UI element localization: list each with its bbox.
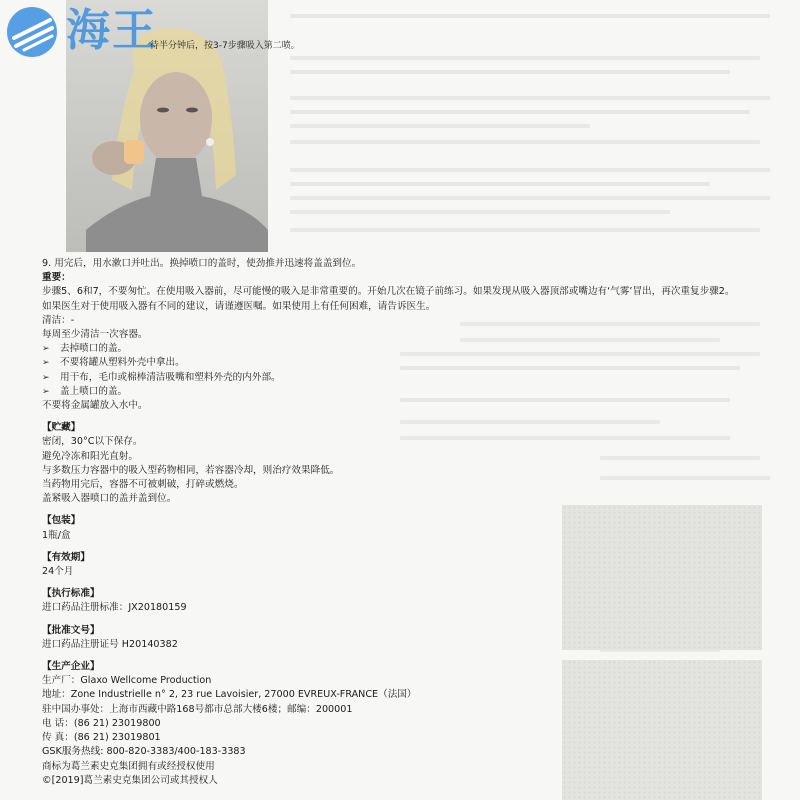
manufacturer-line: 传 真：(86 21) 23019801 bbox=[42, 732, 161, 744]
arrow-bullet-icon: ➢ bbox=[42, 358, 50, 369]
standard-title: 【执行标准】 bbox=[42, 588, 100, 600]
manufacturer-title: 【生产企业】 bbox=[42, 661, 100, 673]
cleaning-step: ➢ 用干布，毛巾或棉棒清洁吸嘴和塑料外壳的内外部。 bbox=[42, 371, 782, 385]
watermark-logo bbox=[4, 4, 192, 60]
cleaning-intro: 每周至少清洁一次容器。 bbox=[42, 329, 148, 341]
standard-value: 进口药品注册标准：JX20180159 bbox=[42, 602, 187, 614]
manufacturer-line: ©[2019]葛兰素史克集团公司或其授权人 bbox=[42, 774, 218, 786]
arrow-bullet-icon: ➢ bbox=[42, 372, 50, 383]
validity-title: 【有效期】 bbox=[42, 551, 90, 563]
important-label: 重要： bbox=[42, 272, 71, 284]
storage-line: 当药物用完后，容器不可被刺破，打碎或燃烧。 bbox=[42, 479, 244, 491]
important-text: 如果医生对于使用吸入器有不同的建议，请谨遵医嘱。如果使用上有任何困难，请告诉医生。 bbox=[42, 300, 436, 312]
arrow-bullet-icon: ➢ bbox=[42, 386, 50, 397]
manufacturer-line: GSK服务热线: 800-820-3383/400-183-3383 bbox=[42, 746, 246, 758]
storage-title: 【贮藏】 bbox=[42, 422, 81, 434]
instruction-step-9: 9. 用完后，用水漱口并吐出。换掉喷口的盖时，使劲推并迅速将盖盖到位。 bbox=[42, 258, 362, 269]
validity-value: 24个月 bbox=[42, 566, 74, 578]
storage-line: 盖紧吸入器喷口的盖并盖到位。 bbox=[42, 493, 177, 505]
logo-text: 海王 bbox=[66, 5, 158, 56]
instruction-top-line: 待半分钟后，按3-7步骤吸入第二喷。 bbox=[150, 41, 300, 51]
cleaning-step: ➢ 不要将罐从塑料外壳中拿出。 bbox=[42, 356, 782, 370]
package-title: 【包装】 bbox=[42, 515, 81, 527]
logo-circle-icon bbox=[4, 4, 62, 60]
manufacturer-line: 生产厂：Glaxo Wellcome Production bbox=[42, 675, 212, 687]
package-value: 1瓶/盒 bbox=[42, 529, 71, 541]
storage-line: 密闭，30°C以下保存。 bbox=[42, 436, 143, 448]
manufacturer-line: 商标为葛兰素史克集团拥有或经授权使用 bbox=[42, 760, 215, 772]
manufacturer-line: 电 话：(86 21) 23019800 bbox=[42, 717, 161, 729]
cleaning-label: 清洁：- bbox=[42, 314, 75, 326]
cleaning-step: ➢ 去掉喷口的盖。 bbox=[42, 342, 782, 356]
arrow-bullet-icon: ➢ bbox=[42, 344, 50, 355]
leaflet-content bbox=[42, 257, 782, 788]
important-text: 步骤5、6和7，不要匆忙。在使用吸入器前，尽可能慢的吸入是非常重要的。开始几次在镜子前练习。如果发现从吸入器顶部或嘴边有‘气雾’冒出，再次重复步骤2。 bbox=[42, 286, 735, 298]
approval-value: 进口药品注册证号 H20140382 bbox=[42, 638, 178, 650]
manufacturer-line: 地址：Zone Industrielle n° 2, 23 rue Lavoisier, 27000 EVREUX-FRANCE（法国） bbox=[42, 689, 417, 701]
storage-line: 避免冷冻和阳光直射。 bbox=[42, 450, 138, 462]
storage-line: 与多数压力容器中的吸入型药物相同，若容器冷却，则治疗效果降低。 bbox=[42, 464, 340, 476]
manufacturer-line: 驻中国办事处：上海市西藏中路168号都市总部大楼6楼；邮编：200001 bbox=[42, 703, 353, 715]
approval-title: 【批准文号】 bbox=[42, 624, 100, 636]
cleaning-step: ➢ 盖上喷口的盖。 bbox=[42, 385, 782, 399]
cleaning-note: 不要将金属罐放入水中。 bbox=[42, 400, 148, 412]
